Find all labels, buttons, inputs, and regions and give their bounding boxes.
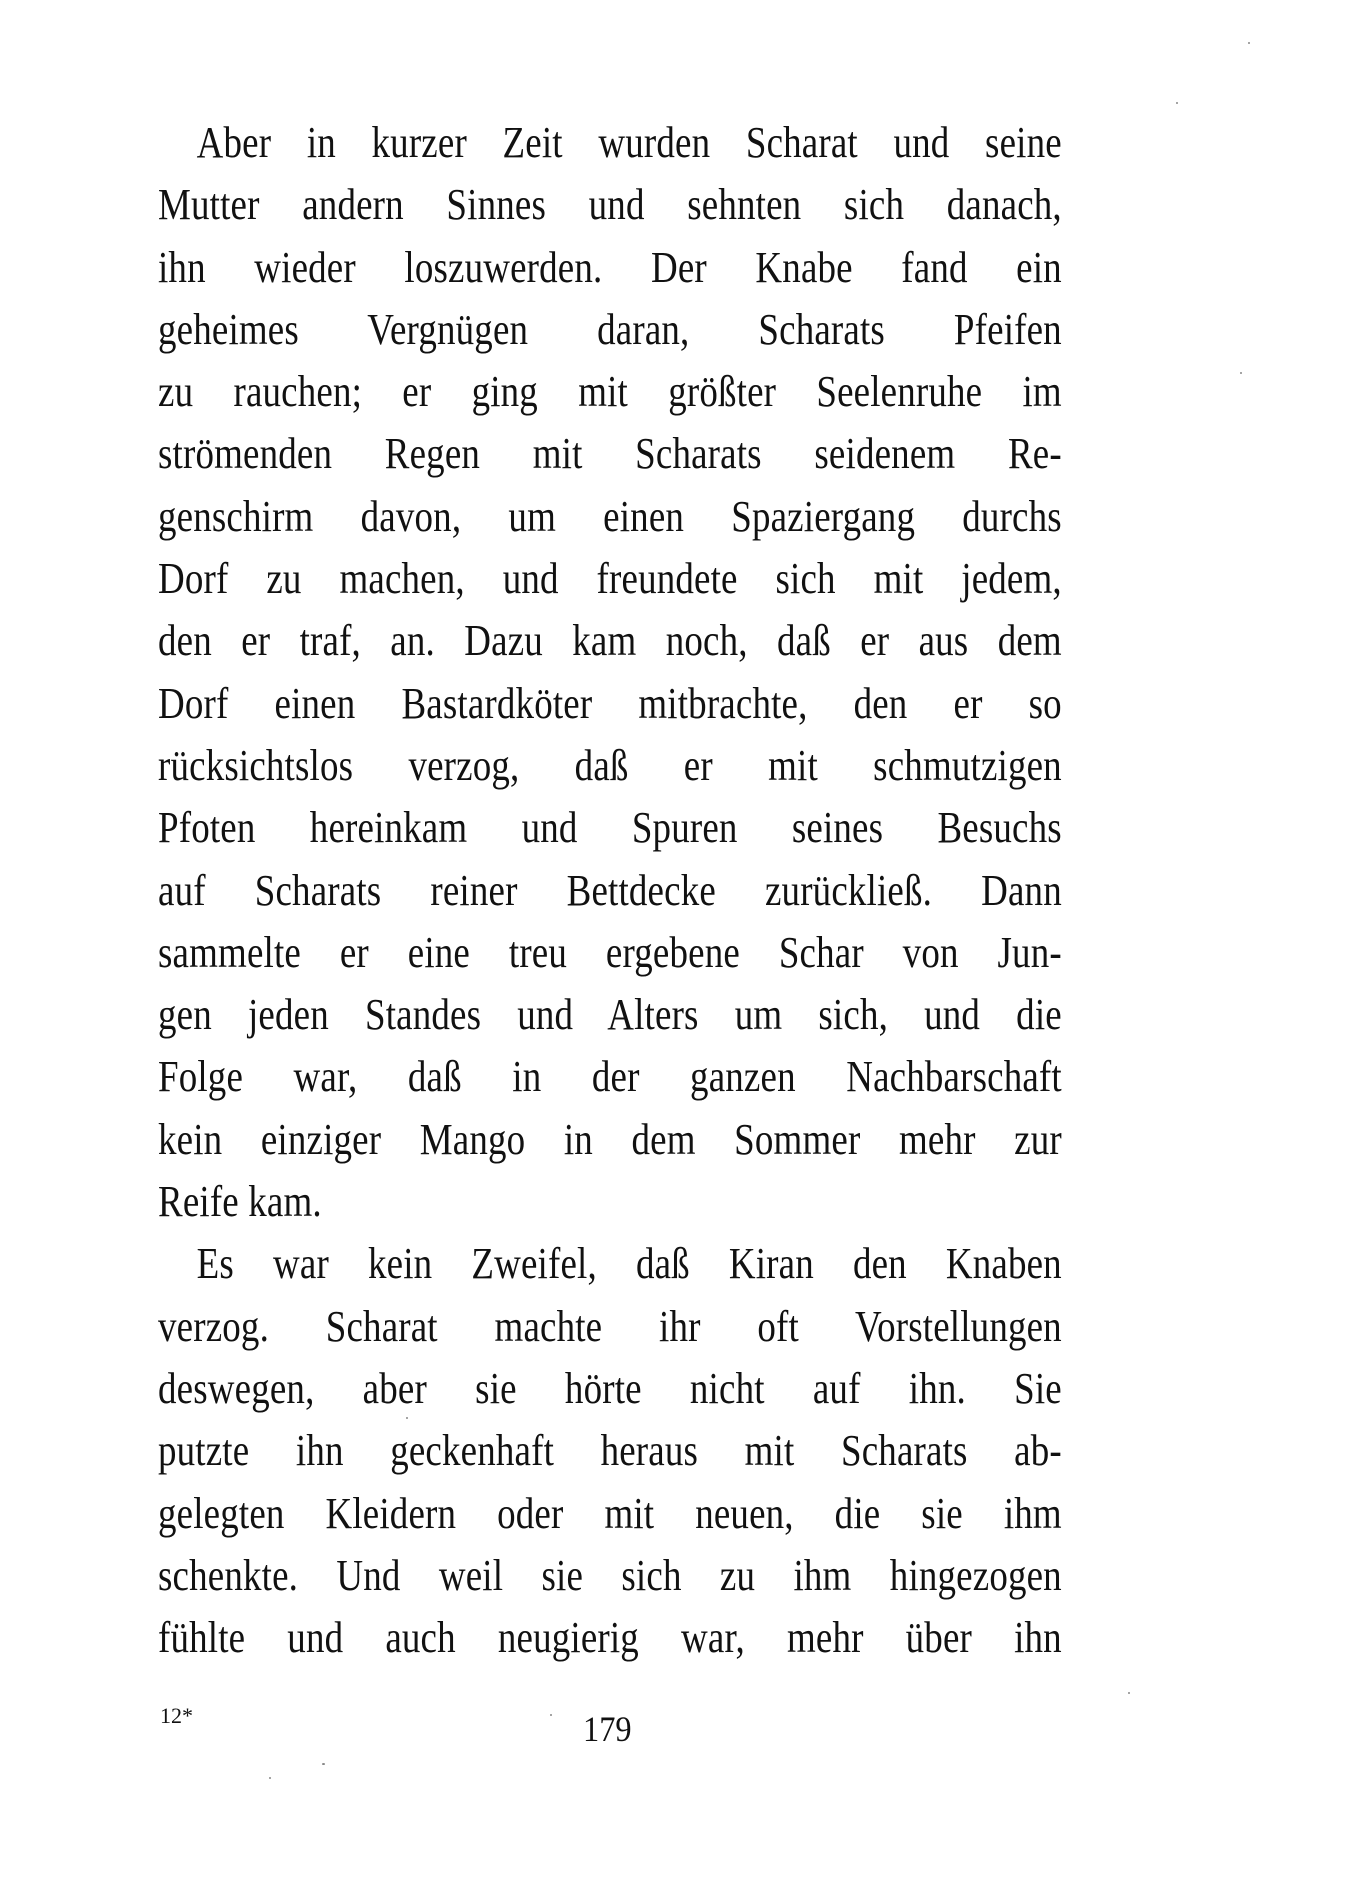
text-line: ihn wieder loszuwerden. Der Knabe fand ein bbox=[158, 242, 1062, 292]
text-line: putzte ihn geckenhaft heraus mit Scharats ab- bbox=[158, 1426, 1062, 1476]
scan-speck bbox=[269, 1777, 271, 1779]
text-line: genschirm davon, um einen Spaziergang durchs bbox=[158, 491, 1062, 541]
signature-mark: 12* bbox=[160, 1703, 193, 1728]
text-line: gelegten Kleidern oder mit neuen, die sie ihm bbox=[158, 1488, 1062, 1538]
text-line: zu rauchen; er ging mit größter Seelenruhe im bbox=[158, 367, 1062, 417]
paragraph-1 bbox=[158, 112, 1062, 1233]
scan-speck bbox=[550, 1714, 552, 1716]
text-line: strömenden Regen mit Scharats seidenem Re- bbox=[158, 429, 1062, 479]
text-line: Pfoten hereinkam und Spuren seines Besuchs bbox=[158, 803, 1062, 853]
text-line: sammelte er eine treu ergebene Schar von Jun- bbox=[158, 927, 1062, 977]
scan-speck bbox=[1248, 42, 1250, 44]
text-line: deswegen, aber sie hörte nicht auf ihn. Sie bbox=[158, 1363, 1062, 1413]
text-line: Dorf einen Bastardköter mitbrachte, den er so bbox=[158, 678, 1062, 728]
body-text bbox=[158, 112, 1062, 1669]
paragraph-2 bbox=[158, 1233, 1062, 1669]
scan-speck bbox=[1176, 102, 1178, 104]
scan-speck bbox=[1240, 372, 1242, 374]
text-line: den er traf, an. Dazu kam noch, daß er aus dem bbox=[158, 616, 1062, 666]
text-line: gen jeden Standes und Alters um sich, und die bbox=[158, 990, 1062, 1040]
text-line: auf Scharats reiner Bettdecke zurückließ. Dann bbox=[158, 865, 1062, 915]
text-line: Mutter andern Sinnes und sehnten sich danach, bbox=[158, 180, 1062, 230]
scan-speck bbox=[406, 1417, 408, 1419]
page-number: 179 bbox=[583, 1709, 632, 1749]
scan-speck bbox=[1128, 1692, 1130, 1694]
text-line: Es war kein Zweifel, daß Kiran den Knaben bbox=[196, 1239, 1062, 1289]
text-line: verzog. Scharat machte ihr oft Vorstellungen bbox=[158, 1301, 1062, 1351]
text-line: Dorf zu machen, und freundete sich mit jedem, bbox=[158, 554, 1062, 604]
text-line: Aber in kurzer Zeit wurden Scharat und seine bbox=[196, 118, 1062, 167]
text-line: geheimes Vergnügen daran, Scharats Pfeifen bbox=[158, 304, 1062, 354]
text-line: Reife kam. bbox=[158, 1177, 322, 1227]
text-line: fühlte und auch neugierig war, mehr über ihn bbox=[158, 1613, 1062, 1663]
text-line: schenkte. Und weil sie sich zu ihm hingezogen bbox=[158, 1550, 1062, 1600]
text-line: kein einziger Mango in dem Sommer mehr zur bbox=[158, 1114, 1062, 1164]
scan-speck bbox=[322, 1763, 325, 1765]
text-line: Folge war, daß in der ganzen Nachbarschaft bbox=[158, 1052, 1062, 1102]
text-line: rücksichtslos verzog, daß er mit schmutzigen bbox=[158, 740, 1062, 790]
